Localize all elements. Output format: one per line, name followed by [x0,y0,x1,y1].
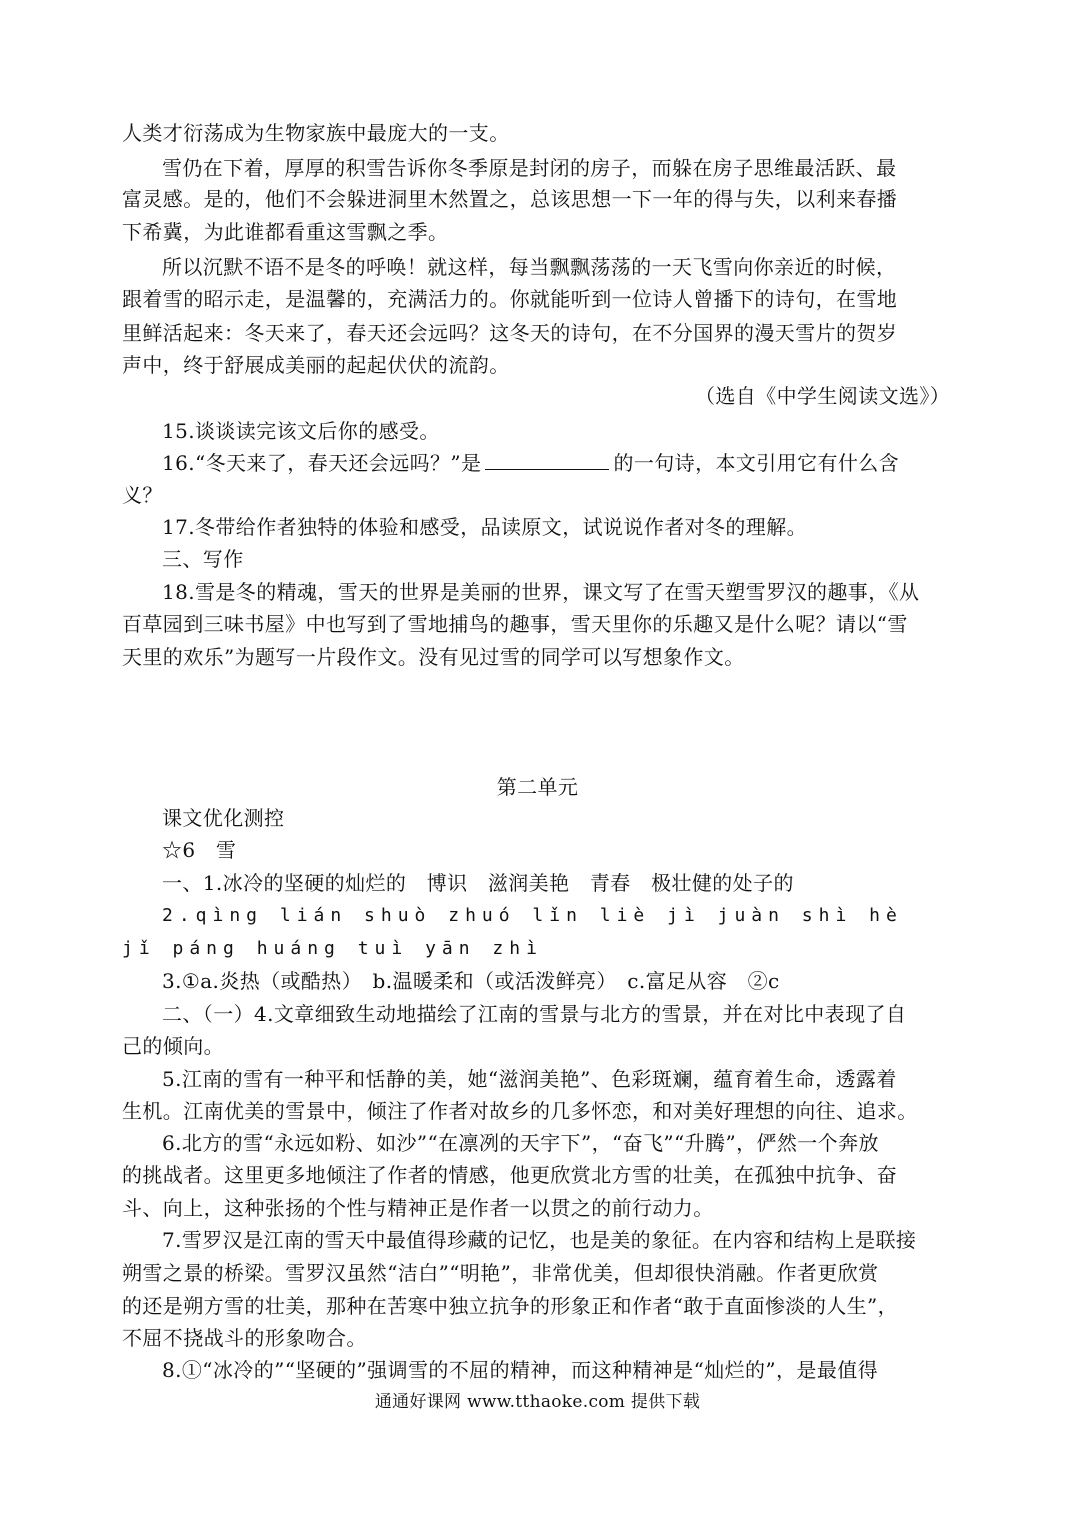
section-title: 课文优化测控 [162,806,285,830]
answer-line: 6.北方的雪“永远如粉、如沙”“在凛冽的天宇下”，“奋飞”“升腾”，俨然一个奔放 [162,1131,879,1155]
text-line: 斗、向上，这种张扬的个性与精神正是作者一以贯之的前行动力。 [122,1196,714,1220]
answer-line: 8.①“冰冷的”“坚硬的”强调雪的不屈的精神，而这种精神是“灿烂的”，是最值得 [162,1358,879,1382]
text-line: 人类才衍荡成为生物家族中最庞大的一支。 [122,121,510,145]
text-line: 朔雪之景的桥梁。雪罗汉虽然“洁白”“明艳”，非常优美，但却很快消融。作者更欣赏 [122,1261,879,1285]
text-line: 声中，终于舒展成美丽的起起伏伏的流韵。 [122,353,510,377]
text-line: 义？ [122,483,163,507]
answer-line: 二、（一）4.文章细致生动地描绘了江南的雪景与北方的雪景，并在对比中表现了自 [162,1002,907,1026]
paragraph-line: 所以沉默不语不是冬的呼唤！就这样，每当飘飘荡荡的一天飞雪向你亲近的时候， [162,255,897,279]
text-line: 里鲜活起来：冬天来了，春天还会远吗？这冬天的诗句，在不分国界的漫天雪片的贺岁 [122,321,898,345]
answer-line: 3.①a.炎热（或酷热） b.温暖柔和（或活泼鲜亮） c.富足从容 ②c [162,969,780,993]
text-line: 己的倾向。 [122,1034,224,1058]
fill-blank[interactable] [485,451,609,470]
text-line: 生机。江南优美的雪景中，倾注了作者对故乡的几多怀恋，和对美好理想的向往、追求。 [122,1099,918,1123]
answer-line: 5.江南的雪有一种平和恬静的美，她“滋润美艳”、色彩斑斓，蕴育着生命，透露着 [162,1067,897,1091]
pinyin-line: jǐ páng huáng tuì yān zhì [122,938,543,959]
section-heading-writing: 三、写作 [162,547,244,571]
text-line: 富灵感。是的，他们不会躲进洞里木然置之，总该思想一下一年的得与失，以利来春播 [122,187,898,211]
answer-line: 7.雪罗汉是江南的雪天中最值得珍藏的记忆，也是美的象征。在内容和结构上是联接 [162,1228,917,1252]
question-15: 15.谈谈读完该文后你的感受。 [162,419,440,443]
text-line: 下希冀，为此谁都看重这雪飘之季。 [122,220,449,244]
text-line: 跟着雪的昭示走，是温馨的，充满活力的。你就能听到一位诗人曾播下的诗句，在雪地 [122,287,898,311]
question-16-part1: 16.“冬天来了，春天还会远吗？”是 [162,451,482,475]
question-18: 18.雪是冬的精魂，雪天的世界是美丽的世界，课文写了在雪天塑雪罗汉的趣事，《从 [162,580,920,604]
answer-line: 一、1.冰冷的坚硬的灿烂的 博识 滋润美艳 青春 极壮健的处子的 [162,871,794,895]
source-citation: （选自《中学生阅读文选》） [695,384,951,408]
text-line: 的挑战者。这里更多地倾注了作者的情感，他更欣赏北方雪的壮美，在孤独中抗争、奋 [122,1163,898,1187]
page-footer: 通通好课网 www.tthaoke.com 提供下载 [374,1392,701,1412]
text-line: 不屈不挠战斗的形象吻合。 [122,1326,367,1350]
text-line: 天里的欢乐”为题写一片段作文。没有见过雪的同学可以写想象作文。 [122,645,745,669]
text-line: 的还是朔方雪的壮美，那种在苦寒中独立抗争的形象正和作者“敢于直面惨淡的人生”， [122,1294,899,1318]
lesson-title: ☆6 雪 [162,838,237,862]
text-line: 百草园到三味书屋》中也写到了雪地捕鸟的趣事，雪天里你的乐趣又是什么呢？请以“雪 [122,612,908,636]
question-16 [162,448,899,478]
pinyin-line: 2.qìng lián shuò zhuó lǐn liè jì juàn shì hè [162,905,903,926]
question-16-part2: 的一句诗，本文引用它有什么含 [613,451,900,475]
question-17: 17.冬带给作者独特的体验和感受，品读原文，试说说作者对冬的理解。 [162,515,808,539]
paragraph-line: 雪仍在下着，厚厚的积雪告诉你冬季原是封闭的房子，而躲在房子思维最活跃、最 [162,156,897,180]
unit-title: 第二单元 [496,775,579,799]
